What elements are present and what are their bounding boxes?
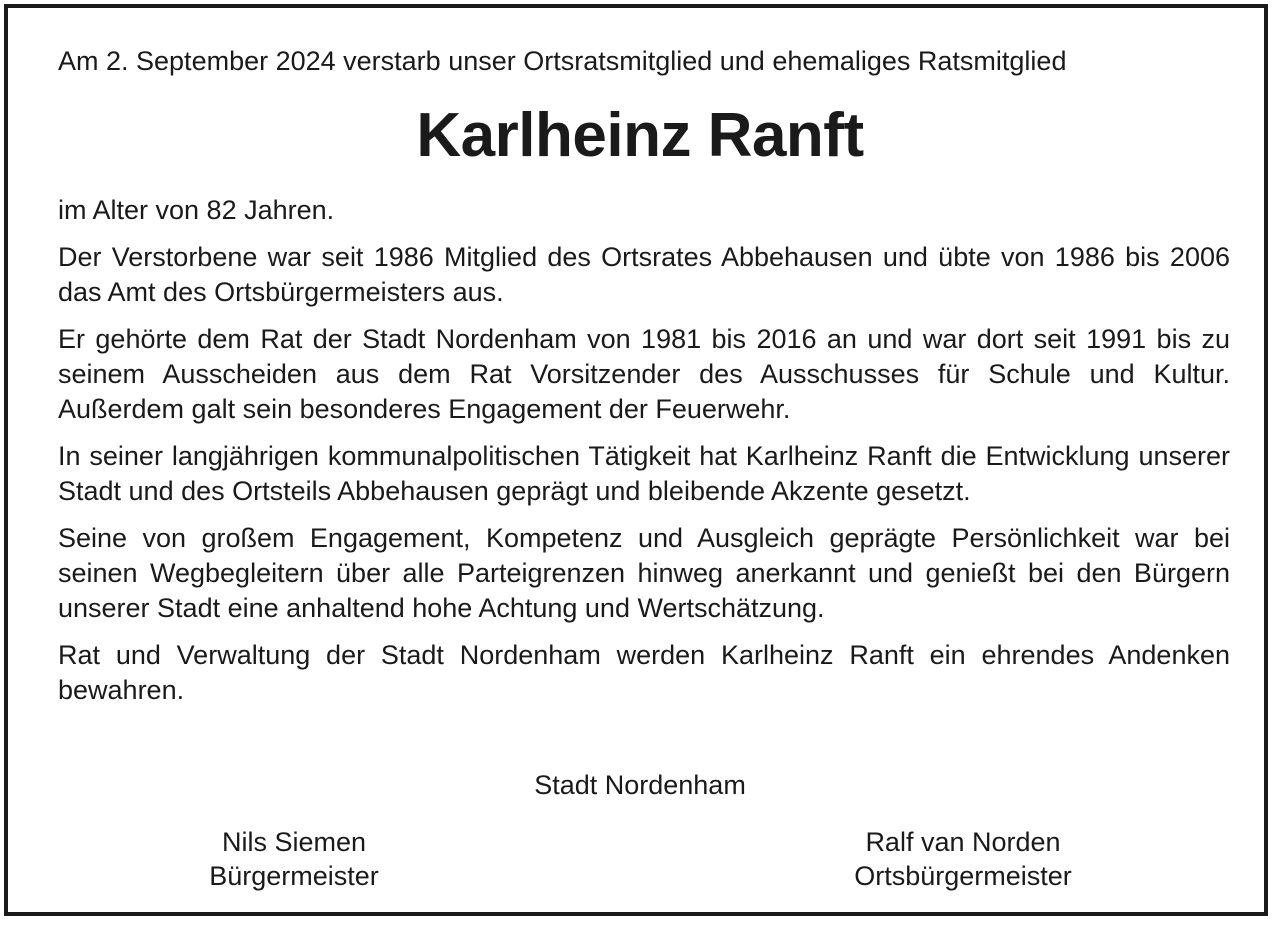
signatory-name: Ralf van Norden	[865, 827, 1061, 857]
signatory-local-mayor	[763, 825, 1163, 893]
age-paragraph: im Alter von 82 Jahren.	[58, 195, 335, 225]
remembrance-paragraph: Rat und Verwaltung der Stadt Nordenham werden Karlheinz Ranft ein ehrendes Andenken bewahren.	[58, 640, 1230, 705]
personality-paragraph: Seine von großem Engagement, Kompetenz und Ausgleich geprägte Persönlichkeit war bei seinen Wegbegleitern über alle Parteigrenzen hinweg anerkannt und genießt bei den Bürgern unserer Stadt eine anhaltend hohe Achtung und Wertschätzung.	[58, 523, 1230, 623]
obituary-notice	[4, 4, 1268, 916]
signatory-title: Bürgermeister	[209, 861, 379, 891]
deceased-name: Karlheinz Ranft	[416, 101, 864, 170]
ortsrat-paragraph: Der Verstorbene war seit 1986 Mitglied des Ortsrates Abbehausen und übte von 1986 bis 2006 das Amt des Ortsbürgermeisters aus.	[58, 242, 1230, 307]
notice-body	[58, 193, 1230, 720]
signatory-mayor	[94, 825, 494, 893]
organization-name: Stadt Nordenham	[534, 770, 746, 800]
signatory-title: Ortsbürgermeister	[854, 861, 1072, 891]
activity-paragraph: In seiner langjährigen kommunalpolitischen Tätigkeit hat Karlheinz Ranft die Entwicklung unserer Stadt und des Ortsteils Abbehausen geprägt und bleibende Akzente gesetzt.	[58, 441, 1230, 506]
signatory-name: Nils Siemen	[221, 827, 367, 857]
council-paragraph: Er gehörte dem Rat der Stadt Nordenham von 1981 bis 2016 an und war dort seit 1991 bis zu seinem Ausscheiden aus dem Rat Vorsitzender des Ausschusses für Schule und Kultur. Außerdem galt sein besonderes Engagement der Feuerwehr.	[58, 324, 1230, 424]
intro-line: Am 2. September 2024 verstarb unser Ortsratsmitglied und ehemaliges Ratsmitglied	[58, 46, 1067, 76]
